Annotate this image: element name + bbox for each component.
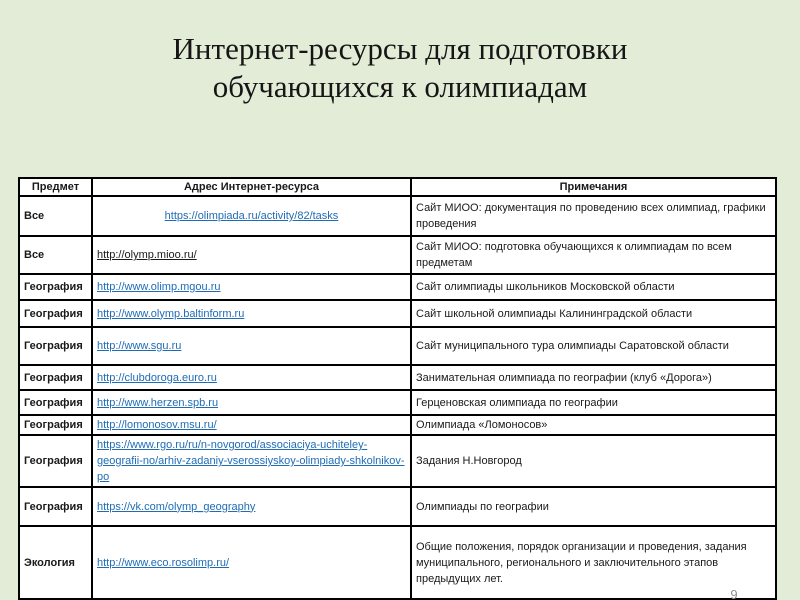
col-header-note: Примечания xyxy=(411,178,776,196)
table-row xyxy=(19,196,776,236)
url-cell xyxy=(92,274,411,300)
table-row xyxy=(19,435,776,487)
note-cell: Сайт МИОО: подготовка обучающихся к олимпиадам по всем предметам xyxy=(411,236,776,274)
table-row xyxy=(19,487,776,526)
slide-title-line1: Интернет-ресурсы для подготовки xyxy=(172,31,628,66)
subject-cell: Все xyxy=(19,196,92,236)
subject-cell: Все xyxy=(19,236,92,274)
url-cell xyxy=(92,435,411,487)
url-cell xyxy=(92,415,411,435)
resources-table xyxy=(18,177,777,600)
note-cell: Общие положения, порядок организации и проведения, задания муниципального, регионального и заключительного этапов предыдущих лет. xyxy=(411,526,776,599)
resource-link[interactable]: http://www.olimp.mgou.ru xyxy=(97,281,221,293)
table-body xyxy=(19,196,776,599)
note-cell: Олимпиада «Ломоносов» xyxy=(411,415,776,435)
note-cell: Сайт МИОО: документация по проведению всех олимпиад, графики проведения xyxy=(411,196,776,236)
resource-link[interactable]: http://lomonosov.msu.ru/ xyxy=(97,419,217,431)
table-row xyxy=(19,365,776,390)
col-header-url: Адрес Интернет-ресурса xyxy=(92,178,411,196)
subject-cell: География xyxy=(19,274,92,300)
table-row xyxy=(19,390,776,415)
subject-cell: География xyxy=(19,300,92,327)
url-cell xyxy=(92,365,411,390)
slide-title xyxy=(0,30,800,106)
table-row xyxy=(19,526,776,599)
table-row xyxy=(19,274,776,300)
note-cell: Олимпиады по географии xyxy=(411,487,776,526)
subject-cell: Экология xyxy=(19,526,92,599)
resource-link[interactable]: https://www.rgo.ru/ru/n-novgorod/associaciya-uchiteley-geografii-no/arhiv-zadaniy-vserossiyskoy-olimpiady-shkolnikov-po xyxy=(97,439,405,483)
resource-link[interactable]: http://www.eco.rosolimp.ru/ xyxy=(97,556,230,569)
table-row xyxy=(19,236,776,274)
note-cell: Сайт муниципального тура олимпиады Саратовской области xyxy=(411,327,776,365)
url-cell xyxy=(92,526,411,599)
subject-cell: География xyxy=(19,365,92,390)
slide-page-number: 9 xyxy=(730,587,738,600)
note-cell: Задания Н.Новгород xyxy=(411,435,776,487)
table-row xyxy=(19,300,776,327)
url-cell xyxy=(92,327,411,365)
table-row xyxy=(19,327,776,365)
subject-cell: География xyxy=(19,390,92,415)
note-cell: Сайт школьной олимпиады Калининградской области xyxy=(411,300,776,327)
col-header-subject: Предмет xyxy=(19,178,92,196)
url-cell xyxy=(92,390,411,415)
resource-link[interactable]: https://olimpiada.ru/activity/82/tasks xyxy=(164,210,339,222)
url-cell xyxy=(92,300,411,327)
slide-title-line2: обучающихся к олимпиадам xyxy=(212,69,588,104)
subject-cell: География xyxy=(19,415,92,435)
table-header xyxy=(19,178,776,196)
table-header-row xyxy=(19,178,776,196)
note-cell: Сайт олимпиады школьников Московской области xyxy=(411,274,776,300)
url-cell xyxy=(92,236,411,274)
slide xyxy=(0,30,800,600)
subject-cell: География xyxy=(19,327,92,365)
resource-link[interactable]: http://www.olymp.baltinform.ru xyxy=(97,307,245,320)
url-cell xyxy=(92,487,411,526)
subject-cell: География xyxy=(19,435,92,487)
resource-link[interactable]: http://olymp.mioo.ru/ xyxy=(97,249,197,261)
resource-link[interactable]: http://www.herzen.spb.ru xyxy=(97,396,219,409)
resource-link[interactable]: https://vk.com/olymp_geography xyxy=(97,500,256,513)
resource-link[interactable]: http://clubdoroga.euro.ru xyxy=(97,371,217,384)
url-cell xyxy=(92,196,411,236)
subject-cell: География xyxy=(19,487,92,526)
resource-link[interactable]: http://www.sgu.ru xyxy=(97,340,182,352)
note-cell: Герценовская олимпиада по географии xyxy=(411,390,776,415)
note-cell: Занимательная олимпиада по географии (клуб «Дорога») xyxy=(411,365,776,390)
table-row xyxy=(19,415,776,435)
